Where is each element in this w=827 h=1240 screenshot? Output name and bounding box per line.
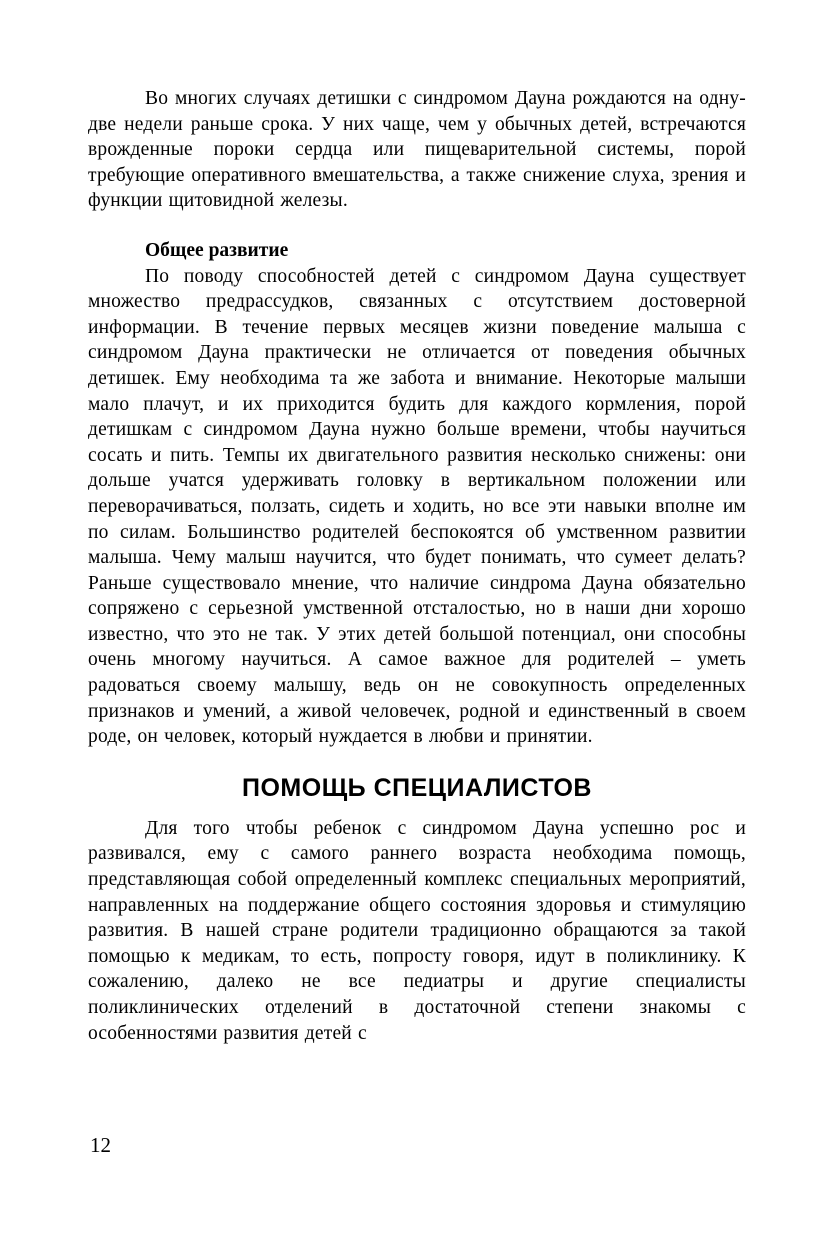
- section-heading-specialists-help: ПОМОЩЬ СПЕЦИАЛИСТОВ: [242, 773, 592, 802]
- paragraph-intro: Во многих случаях детишки с синдромом Дауна рождаются на одну-две недели раньше срока. У них чаще, чем у обычных детей, встречаются врожденные пороки сердца или пищеварительной системы, порой требующие оперативного вмешательства, а также снижение слуха, зрения и функции щитовидной железы.: [88, 88, 746, 212]
- subheading-general-development: Общее развитие: [145, 239, 289, 261]
- paragraph-specialists-help: Для того чтобы ребенок с синдромом Дауна успешно рос и развивался, ему с самого раннего возраста необходима помощь, представляющая собой определенный комплекс специальных мероприятий, направленных на поддержание общего состояния здоровья и стимуляцию развития. В нашей стране родители традиционно обращаются за такой помощью к медикам, то есть, попросту говоря, идут в поликлинику. К сожалению, далеко не все педиатры и другие специалисты поликлинических отделений в достаточной степени знакомы с особенностями развития детей с: [88, 817, 746, 1044]
- page-number: 12: [90, 1133, 111, 1157]
- paragraph-general-development: По поводу способностей детей с синдромом Дауна существует множество предрассудков, связанных с отсутствием достоверной информации. В течение первых месяцев жизни поведение малыша с синдромом Дауна практически не отличается от поведения обычных детишек. Ему необходима та же забота и внимание. Некоторые малыши мало плачут, и их приходится будить для каждого кормления, порой детишкам с синдромом Дауна нужно больше времени, чтобы научиться сосать и пить. Темпы их двигательного развития несколько снижены: они дольше учатся удерживать головку в вертикальном положении или переворачиваться, ползать, сидеть и ходить, но все эти навыки вполне им по силам. Большинство родителей беспокоятся об умственном развитии малыша. Чему малыш научится, что будет понимать, что сумеет делать? Раньше существовало мнение, что наличие синдрома Дауна обязательно сопряжено с серьезной умственной отсталостью, но в наши дни хорошо известно, что это не так. У этих детей большой потенциал, они способны очень многому научиться. А самое важное для родителей – уметь радоваться своему малышу, ведь он не совокупность определенных признаков и умений, а живой человечек, родной и единственный в своем роде, он человек, который нуждается в любви и принятии.: [88, 265, 746, 748]
- text-column: [88, 86, 746, 1046]
